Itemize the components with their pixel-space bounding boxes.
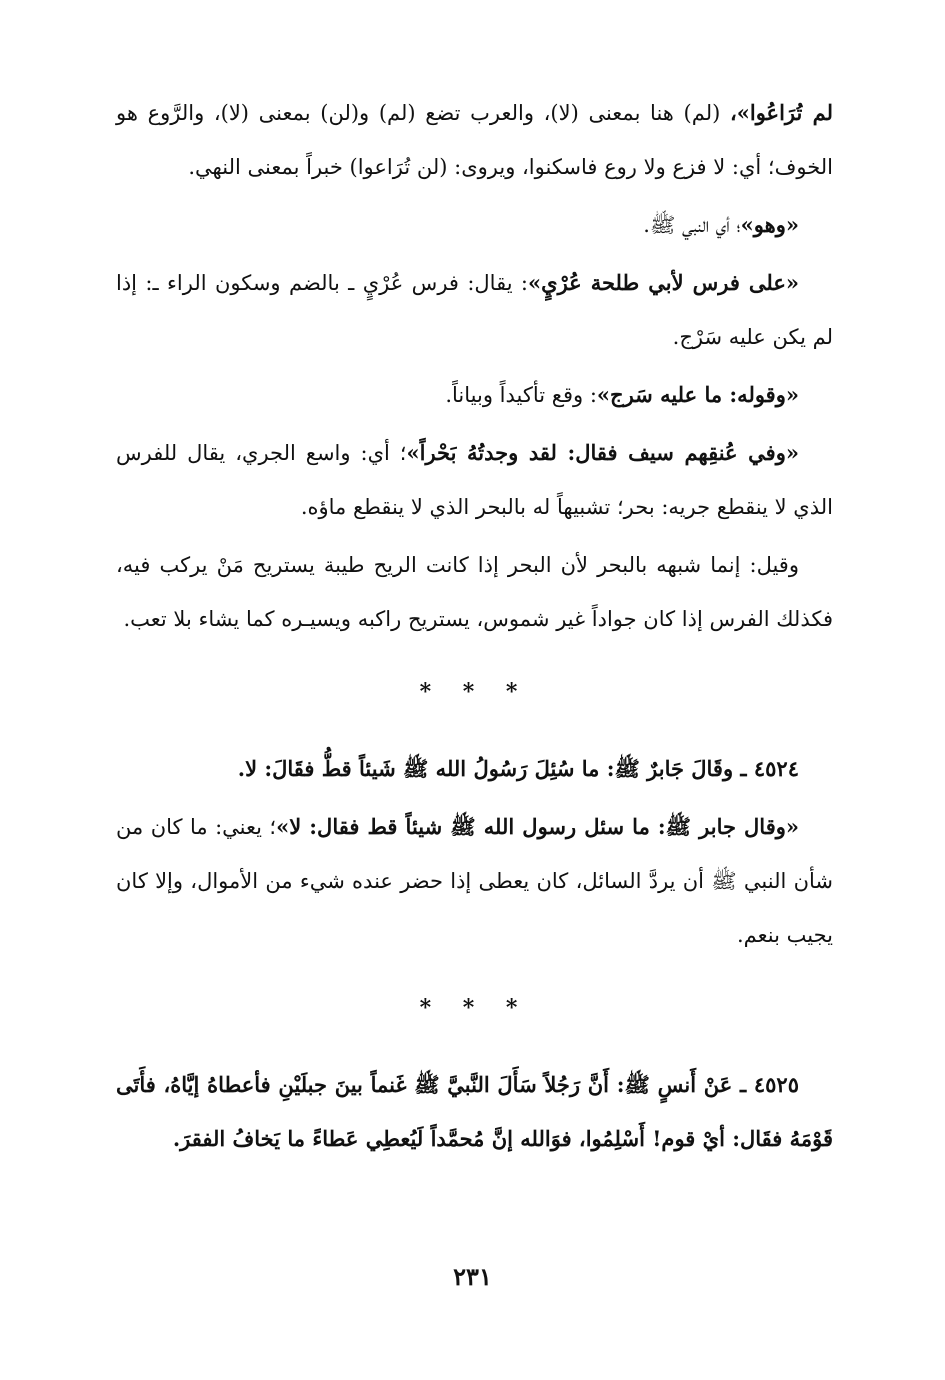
page-body (0, 86, 945, 1166)
section-separator: * * * (419, 995, 530, 1021)
commentary-paragraph (116, 800, 833, 962)
hadith-4524 (116, 742, 833, 796)
commentary-text: : يقال: فرس عُرْيٍ ـ بالضم وسكون الراء ـ: إذا لم يكن عليه سَرْج. (116, 271, 833, 349)
hadith-4525 (116, 1058, 833, 1166)
commentary-text: ؛ أي: واسع الجري، يقال للفرس الذي لا ينقطع جريه: بحر؛ تشبيهاً له بالبحر الذي لا ينقطع ماؤه. (116, 441, 833, 519)
quoted-term: «وفي عُنقِهم سيف فقال: لقد وجدتُهُ بَحْراً» (406, 440, 799, 465)
commentary-paragraph (116, 538, 833, 646)
commentary-text: : وقع تأكيداً وبياناً. (445, 383, 597, 407)
commentary-text: ؛ يعني: ما كان من شأن النبي ﷺ أن يردَّ السائل، كان يعطى إذا حضر عنده شيء من الأموال، وإلا كان يجيب بنعم. (116, 815, 833, 947)
commentary-text: وقيل: إنما شبهه بالبحر لأن البحر إذا كانت الريح طيبة يستريح مَنْ يركب فيه، فكذلك الفرس إذا كان جواداً غير شموس، يستريح راكبه ويسيـره كما يشاء بلا تعب. (116, 553, 833, 631)
quoted-term: «على فرس لأبي طلحة عُرْيٍ» (528, 270, 799, 295)
quoted-term: «وهو» (740, 212, 799, 237)
hadith-text: ٤٥٢٥ ـ عَنْ أَنسٍ ﷺ: أَنَّ رَجُلاً سَأَلَ النَّبيَّ ﷺ غَنماً بينَ جبلَيْنِ فأعطاهُ إيَّاهُ، فأَتَى قَوْمَهُ فقَال: أيْ قوم! أَسْلِمُوا، فوَالله إنَّ مُحمَّداً لَيُعطِي عَطاءً ما يَخافُ الفقرَ. (116, 1072, 833, 1151)
section-separator: * * * (419, 679, 530, 705)
commentary-paragraph (116, 256, 833, 364)
commentary-paragraph (116, 368, 833, 422)
commentary-paragraph (116, 198, 833, 252)
commentary-text: ؛ أي النبي ﷺ. (643, 213, 741, 237)
commentary-paragraph (116, 426, 833, 534)
page-number: ٢٣١ (453, 1262, 492, 1291)
quoted-term: «وقال جابر ﷺ: ما سئل رسول الله ﷺ شيئاً قط فقال: لا» (276, 814, 800, 839)
commentary-text: (لم) هنا بمعنى (لا)، والعرب تضع (لم) و(لن) بمعنى (لا)، والرَّوع هو الخوف؛ أي: لا فزع ولا روع فاسكنوا، ويروى: (لن تُرَاعوا) خبراً بمعنى النهي. (116, 101, 833, 179)
commentary-paragraph (116, 86, 833, 194)
hadith-text: ٤٥٢٤ ـ وقَالَ جَابرٌ ﷺ: ما سُئِلَ رَسُولُ الله ﷺ شَيئاً قطُّ فقَالَ: لا. (237, 756, 799, 781)
quoted-term: «وقوله: ما عليه سَرج» (596, 382, 799, 407)
quoted-term: لم تُرَاعُوا»، (729, 100, 834, 125)
